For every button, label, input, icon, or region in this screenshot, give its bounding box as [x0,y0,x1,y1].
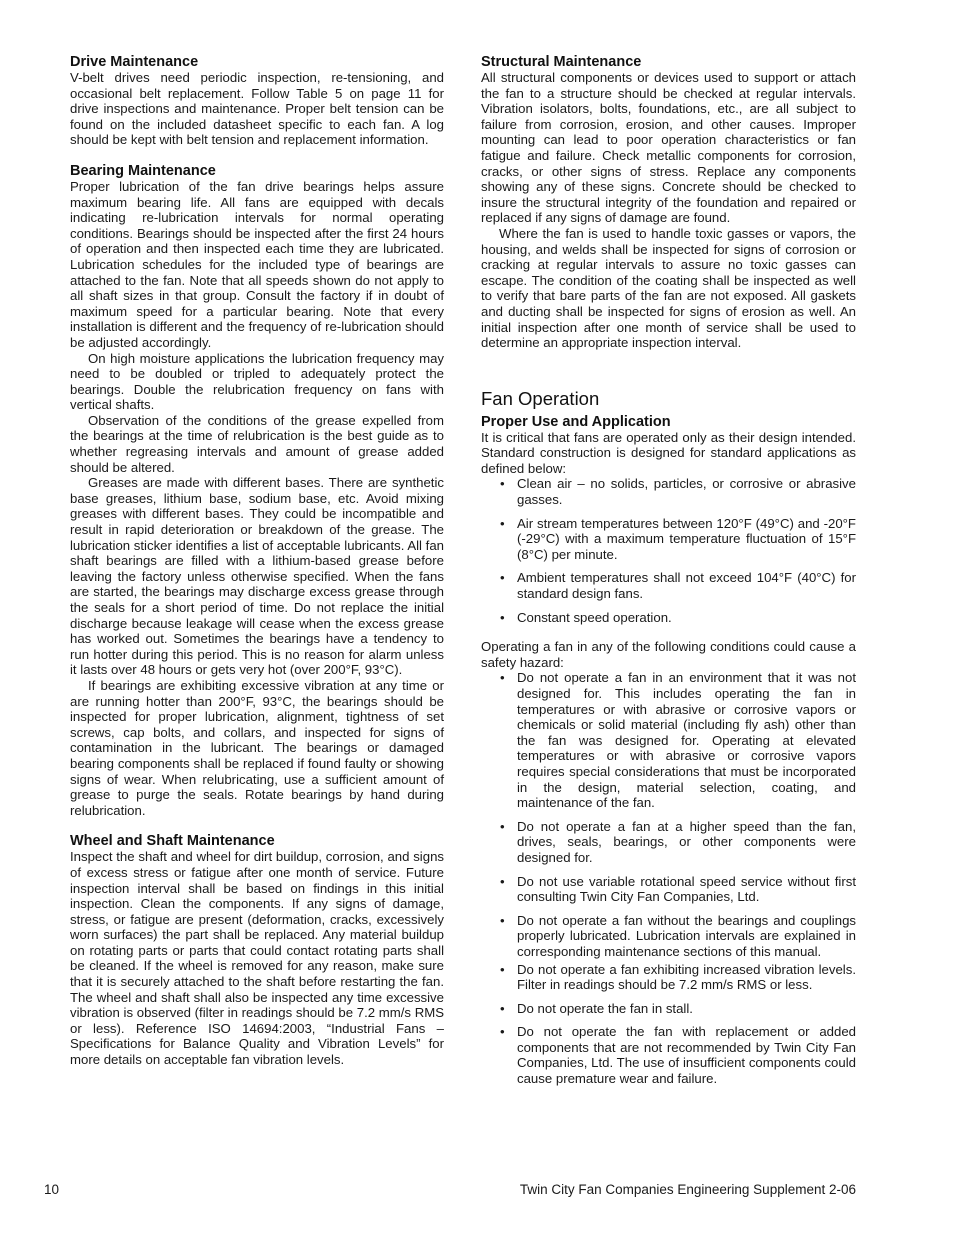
page-number: 10 [44,1182,60,1197]
list-item: • Constant speed operation. [517,610,856,626]
list-item: • Do not operate the fan with replacement or added components that are not recommended by Twin City Fan Companies, Ltd. The use of insufficient components could cause premature wear and failure. [517,1024,856,1086]
structural-maintenance-section [481,54,856,351]
fan-operation-heading: Fan Operation [481,387,600,409]
structural-paragraph-2: Where the fan is used to handle toxic gasses or vapors, the housing, and welds shall be inspected for signs of corrosion or cracking at regular intervals to assure no toxic gasses can escape. The condition of the coating shall be inspected as well to verify that bare parts of the fan are not exposed. All gaskets and ducting shall be inspected for signs of erosion as well. An initial inspection after one month of service shall be used to determine an appropriate inspection interval. [481,225,856,351]
drive-maintenance-heading: Drive Maintenance [70,54,199,70]
hazard-conditions-list [481,670,856,1086]
bearing-maintenance-section [70,163,444,818]
standard-applications-list [481,476,856,625]
list-item: • Clean air – no solids, particles, or corrosive or abrasive gasses. [517,476,856,507]
list-item: • Do not operate a fan exhibiting increased vibration levels. Filter in readings should be 7.2 mm/s RMS or less. [517,962,856,993]
structural-paragraph-1: All structural components or devices used to support or attach the fan to a structure should be checked at regular intervals. Vibration isolators, bolts, foundations, etc., are all subject to failure from corrosion, erosion, and other causes. Improper mounting can lead to poor operation characteristics or fan fatigue and failure. Check metallic components for corrosion, cracks, or other signs of stress. Replace any components showing any of these signs. Concrete should be checked to insure the structural integrity of the foundation and repaired or replaced if any signs of damage are found. [481,70,856,226]
list-item: • Ambient temperatures shall not exceed 104°F (40°C) for standard design fans. [517,570,856,601]
list-item: • Air stream temperatures between 120°F (49°C) and -20°F (-29°C) with a maximum temperature fluctuation of 15°F (8°C) per minute. [517,516,856,563]
proper-use-intro: It is critical that fans are operated only as their design intended. Standard construction is designed for standard applications as defined below: [481,429,856,476]
list-item: • Do not operate a fan at a higher speed than the fan, drives, seals, bearings, or other components were designed for. [517,819,856,866]
list-item: • Do not operate a fan in an environment that it was not designed for. This includes operating the fan in temperatures or with abrasive or corrosive vapors or chemicals or solid material (including fly ash) other than the fan was designed for. Operating at elevated temperatures or with abrasive or corrosive vapors requires special considerations that must be incorporated in the design, material selection, coating, and maintenance of the fan. [517,670,856,810]
right-column [481,54,856,1095]
list-item: • Do not operate the fan in stall. [517,1001,856,1017]
wheel-shaft-paragraph: Inspect the shaft and wheel for dirt buildup, corrosion, and signs of excess stress or fatigue after one month of service. Future inspection interval shall be based on findings in this initial inspection. Clean the components. If any signs of damage, stress, or fatigue are present (deformation, cracks, excessively worn surfaces) the part shall be replaced. Any material buildup on rotating parts or parts that could contact rotating parts shall be cleaned. If the wheel is removed for any reason, make sure that it is securely attached to the shaft before restarting the fan. The wheel and shaft shall also be inspected any time excessive vibration is observed (filter in readings should be 7.2 mm/s RMS or less). Reference ISO 14694:2003, “Industrial Fans – Specifications for Balance Quality and Vibration Levels” for more details on acceptable fan vibration levels. [70,849,444,1068]
hazard-intro: Operating a fan in any of the following conditions could cause a safety hazard: [481,639,856,670]
structural-maintenance-heading: Structural Maintenance [481,54,642,70]
bearing-paragraph-1: Proper lubrication of the fan drive bearings helps assure maximum bearing life. All fans are equipped with decals indicating re-lubrication intervals for normal operating conditions. Bearings should be inspected after the first 24 hours of operation and then inspected each time they are lubricated. Lubrication schedules for the included type of bearings are attached to the fan. Note that all speeds shown do not apply to all shaft sizes in that group. Consult the factory if in doubt of maximum speed for a particular bearing. Note that every installation is different and the frequency of re-lubrication should be adjusted accordingly. [70,178,444,350]
proper-use-heading: Proper Use and Application [481,413,671,430]
drive-maintenance-section [70,54,444,148]
bearing-paragraph-3: Observation of the conditions of the grease expelled from the bearings at the time of relubrication is the best guide as to whether regreasing intervals and amount of grease added should be altered. [70,412,444,475]
bearing-maintenance-heading: Bearing Maintenance [70,162,216,179]
bearing-paragraph-4: Greases are made with different bases. There are synthetic base greases, lithium base, sodium base, etc. Avoid mixing greases with different bases. They could be incompatible and result in rapid deterioration or breakdown of the grease. The lubrication sticker identifies a list of acceptable lubricants. All fan shaft bearings are filled with a lithium-based grease before leaving the factory unless otherwise specified. When the fans are started, the bearings may discharge excess grease through the seals for a short period of time. Do not replace the initial discharge because leakage will cease when the excess grease has worked out. Sometimes the bearings have a tendency to run hotter during this period. This is no reason for alarm unless it lasts over 48 hours or gets very hot (over 200°F, 93°C). [70,475,444,678]
wheel-shaft-maintenance-section [70,833,444,1067]
bearing-paragraph-5: If bearings are exhibiting excessive vibration at any time or are running hotter than 200°F, 93°C, the bearings should be inspected for proper lubrication, alignment, tightness of set screws, cap bolts, and collars, and inspected for signs of contamination in the lubricant. The bearings or damaged bearing components shall be replaced if found faulty or showing signs of wear. When relubricating, use a sufficient amount of grease to purge the seals. Rotate bearings by hand during relubrication. [70,677,444,818]
bearing-paragraph-2: On high moisture applications the lubrication frequency may need to be doubled or tripled to adequately protect the bearings. Double the relubrication frequency on fans with vertical shafts. [70,350,444,413]
list-item: • Do not use variable rotational speed service without first consulting Twin City Fan Companies, Ltd. [517,874,856,905]
list-item: • Do not operate a fan without the bearings and couplings properly lubricated. Lubrication intervals are explained in corresponding maintenance sections of this manual. [517,913,856,960]
section-spacer [481,366,856,388]
drive-maintenance-paragraph: V-belt drives need periodic inspection, re-tensioning, and occasional belt replacement. Follow Table 5 on page 11 for drive inspections and maintenance. Proper belt tension can be found on the included datasheet specific to each fan. A log should be kept with belt tension and replacement information. [70,70,444,148]
fan-operation-section [481,388,856,1087]
footer-title: Twin City Fan Companies Engineering Supplement 2-06 [519,1182,856,1197]
left-column [70,54,444,1083]
wheel-shaft-maintenance-heading: Wheel and Shaft Maintenance [70,833,275,850]
